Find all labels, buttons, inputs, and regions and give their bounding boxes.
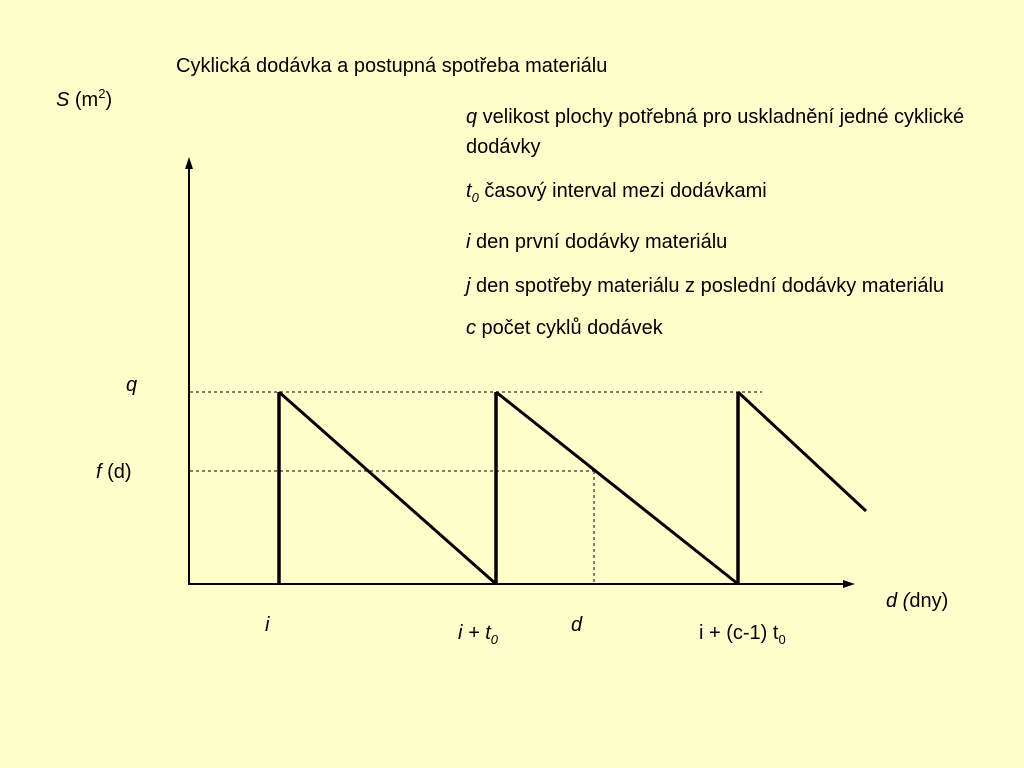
- x-axis-unit: dny: [909, 590, 942, 612]
- i-plus-t0-label: [458, 622, 499, 647]
- legend-symbol: t: [466, 180, 472, 202]
- diagram-title: Cyklická dodávka a postupná spotřeba materiálu: [176, 55, 608, 77]
- legend-text: velikost plochy potřebná pro uskladnění jedné cyklické dodávky: [466, 106, 965, 158]
- y-axis-unit-close: ): [105, 89, 113, 111]
- legend-text: počet cyklů dodávek: [476, 317, 663, 339]
- x-axis-title: [886, 590, 948, 612]
- fd-rest: (d): [101, 461, 132, 483]
- y-axis-arrow-icon: [185, 157, 193, 169]
- last-delivery-label: [699, 622, 786, 647]
- y-axis-symbol: S: [56, 89, 70, 111]
- i-plus-t0-main: i + t: [458, 622, 491, 644]
- legend-subscript: 0: [471, 190, 479, 205]
- legend-text: den první dodávky materiálu: [470, 231, 728, 253]
- consumption-decline-1: [279, 392, 496, 584]
- x-axis-symbol: d: [886, 590, 898, 612]
- x-axis-unit-open: (: [897, 590, 910, 612]
- d-label: d: [571, 614, 583, 636]
- i-label: i: [265, 614, 270, 636]
- consumption-decline-3: [738, 392, 866, 511]
- legend-text: časový interval mezi dodávkami: [478, 180, 767, 202]
- legend-symbol: c: [466, 317, 476, 339]
- fd-symbol: f: [96, 461, 102, 483]
- y-axis-unit-open: (m: [69, 89, 99, 111]
- x-axis-unit-close: ): [941, 590, 949, 612]
- x-axis-arrow-icon: [843, 580, 855, 588]
- q-label: q: [126, 374, 138, 396]
- y-axis-title: [56, 86, 112, 111]
- legend-symbol: i: [466, 231, 471, 253]
- i-plus-t0-sub: 0: [490, 632, 499, 647]
- y-axis-unit-sup: 2: [98, 86, 106, 101]
- legend-text: den spotřeby materiálu z poslední dodávky materiálu: [470, 275, 945, 297]
- legend-symbol: j: [466, 275, 471, 297]
- consumption-decline-2: [496, 392, 738, 584]
- last-delivery-main: i + (c-1) t: [699, 622, 779, 644]
- legend-symbol: q: [466, 106, 478, 128]
- last-delivery-sub: 0: [778, 632, 786, 647]
- fd-label: [96, 461, 132, 483]
